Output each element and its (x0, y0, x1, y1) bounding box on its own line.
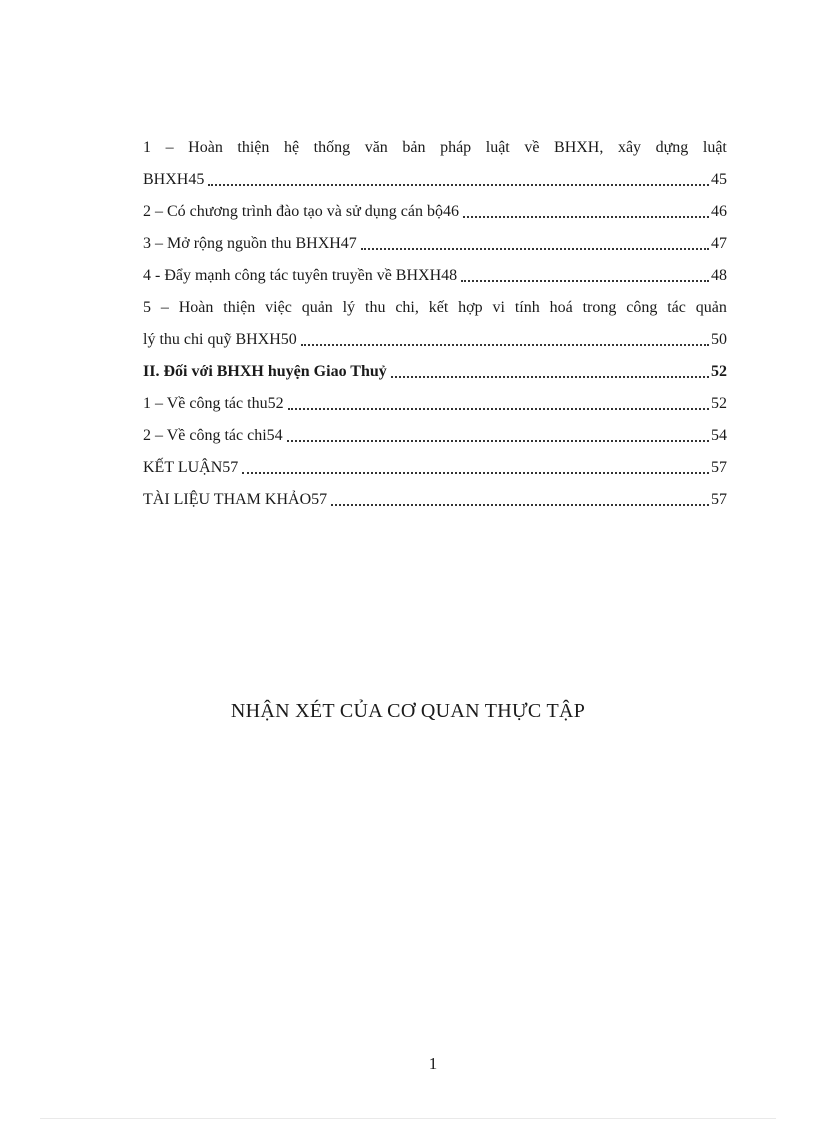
toc-entry-9 (143, 452, 727, 484)
toc-word: xây (617, 139, 642, 156)
toc-word: Hoàn (178, 299, 214, 316)
dot-leader (287, 439, 709, 442)
toc-word: hoá (549, 299, 573, 316)
dot-leader (331, 503, 709, 506)
toc-entry-4 (143, 260, 727, 292)
toc-entry-5-line-1 (143, 292, 727, 324)
toc-page-number: 52 (711, 363, 727, 380)
toc-word: kết (428, 299, 449, 316)
toc-entry-title: 3 – Mở rộng nguồn thu BHXH47 (143, 235, 357, 252)
toc-entry-title: BHXH45 (143, 171, 205, 188)
toc-page-number: 50 (711, 331, 727, 348)
toc-word: luật (485, 139, 510, 156)
toc-word: BHXH, (554, 139, 604, 156)
toc-entry-title: II. Đối với BHXH huyện Giao Thuỷ (143, 363, 387, 380)
toc-word: hệ (283, 139, 300, 156)
toc-entry-7 (143, 388, 727, 420)
table-of-contents (143, 132, 727, 516)
toc-word: hợp (458, 299, 483, 316)
toc-page-number: 52 (711, 395, 727, 412)
toc-word: pháp (440, 139, 472, 156)
section-heading: NHẬN XÉT CỦA CƠ QUAN THỰC TẬP (230, 700, 586, 722)
toc-word: thống (313, 139, 351, 156)
dot-leader (301, 343, 709, 346)
toc-entry-3 (143, 228, 727, 260)
dot-leader (463, 215, 709, 218)
toc-word: dựng (655, 139, 689, 156)
toc-word: chi, (395, 299, 419, 316)
toc-entry-2 (143, 196, 727, 228)
toc-entry-5-line-2 (143, 324, 727, 356)
toc-entry-title: 4 - Đẩy mạnh công tác tuyên truyền về BHXH48 (143, 267, 458, 284)
toc-word: tính (514, 299, 540, 316)
toc-word: luật (702, 139, 727, 156)
toc-page-number: 48 (711, 267, 727, 284)
toc-word: 1 (143, 139, 151, 156)
toc-entry-title: 2 – Về công tác chi54 (143, 427, 283, 444)
toc-word: thiện (237, 139, 270, 156)
toc-word: trong (582, 299, 617, 316)
toc-word: – (160, 299, 169, 316)
toc-entry-title: 1 – Về công tác thu52 (143, 395, 284, 412)
toc-word: công (626, 299, 658, 316)
toc-entry-title: lý thu chi quỹ BHXH50 (143, 331, 297, 348)
page-number: 1 (428, 1054, 438, 1073)
dot-leader (461, 279, 709, 282)
toc-word: 5 (143, 299, 151, 316)
dot-leader (391, 375, 709, 378)
toc-page-number: 46 (711, 203, 727, 220)
toc-entry-title: KẾT LUẬN57 (143, 459, 239, 476)
toc-page-number: 47 (711, 235, 727, 252)
toc-word: thu (365, 299, 386, 316)
toc-word: – (165, 139, 174, 156)
toc-word: việc (265, 299, 292, 316)
toc-entry-8 (143, 420, 727, 452)
toc-entry-title: TÀI LIỆU THAM KHẢO57 (143, 491, 328, 508)
dot-leader (288, 407, 709, 410)
toc-word: lý (342, 299, 356, 316)
toc-word: về (524, 139, 540, 156)
toc-entry-title: 2 – Có chương trình đào tạo và sử dụng cán bộ46 (143, 203, 459, 220)
toc-entry-10 (143, 484, 727, 516)
toc-word: tác (667, 299, 686, 316)
toc-page-number: 45 (711, 171, 727, 188)
toc-word: văn (364, 139, 388, 156)
toc-page-number: 54 (711, 427, 727, 444)
toc-word: thiện (223, 299, 256, 316)
toc-entry-1-line-2 (143, 164, 727, 196)
toc-entry-6 (143, 356, 727, 388)
toc-entry-1-line-1 (143, 132, 727, 164)
toc-word: Hoàn (188, 139, 223, 156)
toc-page-number: 57 (711, 491, 727, 508)
toc-word: quản (301, 299, 333, 316)
dot-leader (242, 471, 709, 474)
toc-word: quản (695, 299, 727, 316)
toc-page-number: 57 (711, 459, 727, 476)
toc-word: vi (492, 299, 505, 316)
dot-leader (361, 247, 709, 250)
dot-leader (208, 183, 709, 186)
page-bottom-divider (40, 1118, 776, 1119)
toc-word: bản (402, 139, 426, 156)
